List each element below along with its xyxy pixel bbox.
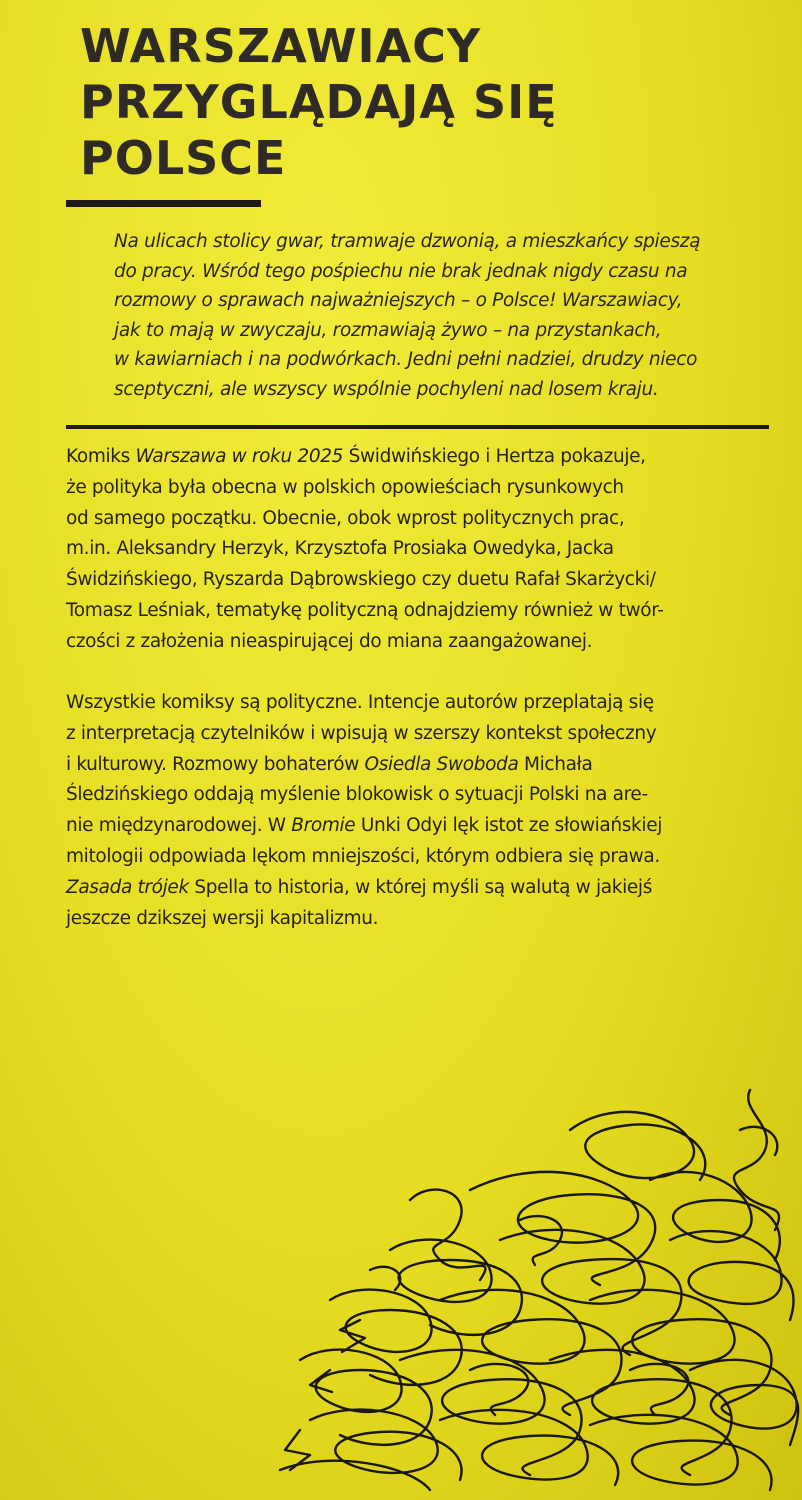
intro-line-6: sceptyczni, ale wszyscy wspólnie pochyleni nad losem kraju. — [114, 378, 659, 400]
para1-text-a: Komiks — [66, 446, 136, 467]
comic-title-zasada: Zasada trójek — [66, 876, 189, 898]
para2-line-4: Śledzińskiego oddają myślenie blokowisk o sytuacji Polski na are- — [66, 784, 648, 806]
intro-paragraph — [114, 227, 790, 404]
para2-line-8: jeszcze dzikszej wersji kapitalizmu. — [66, 907, 379, 929]
intro-line-5: w kawiarniach i na podwórkach. Jedni pełni nadziei, drudzy nieco — [114, 349, 698, 370]
para2-line-7 — [66, 873, 766, 904]
para1-line-1 — [66, 442, 766, 473]
para1-line-3: od samego początku. Obecnie, obok wprost politycznych prac, — [66, 507, 625, 529]
intro-line-4: jak to mają w zwyczaju, rozmawiają żywo – na przystankach, — [114, 319, 662, 341]
section-divider-rule — [66, 425, 769, 429]
page-title — [80, 18, 558, 186]
para1-line-2: że polityka była obecna w polskich opowieściach rysunkowych — [66, 476, 624, 498]
para2-line-5-end: Unki Odyi lęk istot ze słowiańskiej — [355, 815, 663, 837]
para2-line-5 — [66, 811, 766, 842]
para1-line-6: Tomasz Leśniak, tematykę polityczną odnajdziemy również w twór- — [66, 599, 664, 621]
body-paragraph-2 — [66, 688, 766, 934]
para2-line-6: mitologii odpowiada lękom mniejszości, którym odbiera się prawa. — [66, 845, 660, 867]
para1-line-4: m.in. Aleksandry Herzyk, Krzysztofa Prosiaka Owedyka, Jacka — [66, 538, 614, 560]
para2-line-7-end: Spella to historia, w której myśli są walutą w jakiejś — [188, 876, 653, 898]
title-underline-rule — [66, 200, 261, 207]
intro-line-3: rozmowy o sprawach najważniejszych – o Polsce! Warszawiacy, — [114, 290, 683, 311]
scribble-illustration — [270, 1070, 802, 1500]
para2-line-3-text: i kulturowy. Rozmowy bohaterów — [66, 753, 365, 775]
para2-line-2: z interpretacją czytelników i wpisują w szerszy kontekst społeczny — [66, 722, 657, 744]
para1-text-c: Świdwińskiego i Hertza pokazuje, — [343, 446, 646, 467]
para1-line-7: czości z założenia nieaspirującej do miana zaangażowanej. — [66, 630, 593, 652]
para2-line-5-text: nie międzynarodowej. W — [66, 815, 292, 837]
para1-line-5: Świdzińskiego, Ryszarda Dąbrowskiego czy duetu Rafał Skarżycki/ — [66, 569, 656, 591]
para2-line-1: Wszystkie komiksy są polityczne. Intencje autorów przeplatają się — [66, 692, 654, 713]
body-paragraph-1 — [66, 442, 766, 658]
comic-title-warszawa: Warszawa w roku 2025 — [135, 446, 344, 467]
para2-line-3-end: Michała — [518, 753, 593, 775]
title-line-1: WARSZAWIACY — [80, 19, 482, 73]
para2-line-3 — [66, 750, 766, 781]
title-line-2: PRZYGLĄDAJĄ SIĘ — [80, 75, 558, 129]
comic-title-bromie: Bromie — [291, 815, 356, 837]
intro-line-2: do pracy. Wśród tego pośpiechu nie brak jednak nigdy czasu na — [114, 260, 688, 282]
intro-line-1: Na ulicach stolicy gwar, tramwaje dzwonią, a mieszkańcy spieszą — [114, 231, 701, 252]
title-line-3: POLSCE — [80, 131, 287, 185]
comic-title-osiedle: Osiedla Swoboda — [364, 753, 519, 775]
